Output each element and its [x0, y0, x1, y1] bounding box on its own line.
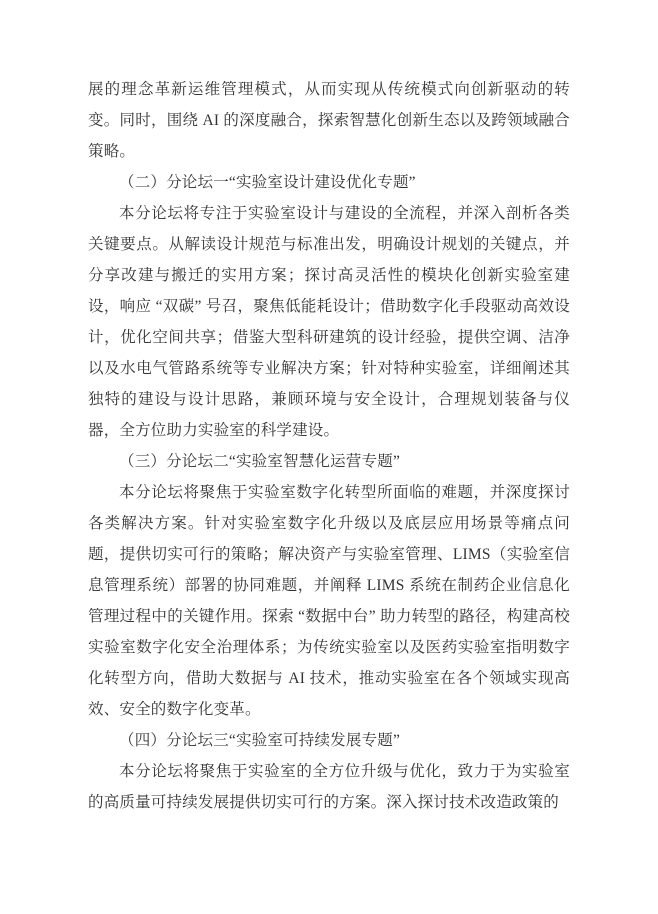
paragraph-continuation: 展的理念革新运维管理模式，从而实现从传统模式向创新驱动的转变。同时，围绕 AI 的深度融合，探索智慧化创新生态以及跨领域融合策略。	[88, 81, 570, 160]
section-heading-subforum-2: （三）分论坛二“实验室智慧化运营专题”	[119, 453, 401, 470]
paragraph-subforum-1: 本分论坛将专注于实验室设计与建设的全流程，并深入剖析各类关键要点。从解读设计规范与标准出发，明确设计规划的关键点，并分享改建与搬迁的实用方案；探讨高灵活性的模块化创新实验室建设，响应 “双碳” 号召，聚焦低能耗设计；借助数字化手段驱动高效设计，优化空间共享；借鉴大型科研建筑的设计经验，提供空调、洁净以及水电气管路系统等专业解决方案；针对特种实验室，详细阐述其独特的建设与设计思路，兼顾环境与安全设计，合理规划装备与仪器，全方位助力实验室的科学建设。	[88, 205, 570, 439]
paragraph-subforum-2: 本分论坛将聚焦于实验室数字化转型所面临的难题，并深度探讨各类解决方案。针对实验室数字化升级以及底层应用场景等痛点问题，提供切实可行的策略；解决资产与实验室管理、LIMS（实验室信息管理系统）部署的协同难题，并阐释 LIMS 系统在制药企业信息化管理过程中的关键作用。探索 “数据中台” 助力转型的路径，构建高校实验室数字化安全治理体系；为传统实验室以及医药实验室指明数字化转型方向，借助大数据与 AI 技术，推动实验室在各个领域实现高效、安全的数字化变革。	[88, 484, 570, 718]
section-heading-subforum-3: （四）分论坛三“实验室可持续发展专题”	[119, 732, 401, 749]
section-heading-subforum-1: （二）分论坛一“实验室设计建设优化专题”	[119, 174, 416, 191]
paragraph-subforum-3: 本分论坛将聚焦于实验室的全方位升级与优化，致力于为实验室的高质量可持续发展提供切实可行的方案。深入探讨技术改造政策的	[88, 763, 570, 811]
document-text-block	[88, 74, 570, 818]
